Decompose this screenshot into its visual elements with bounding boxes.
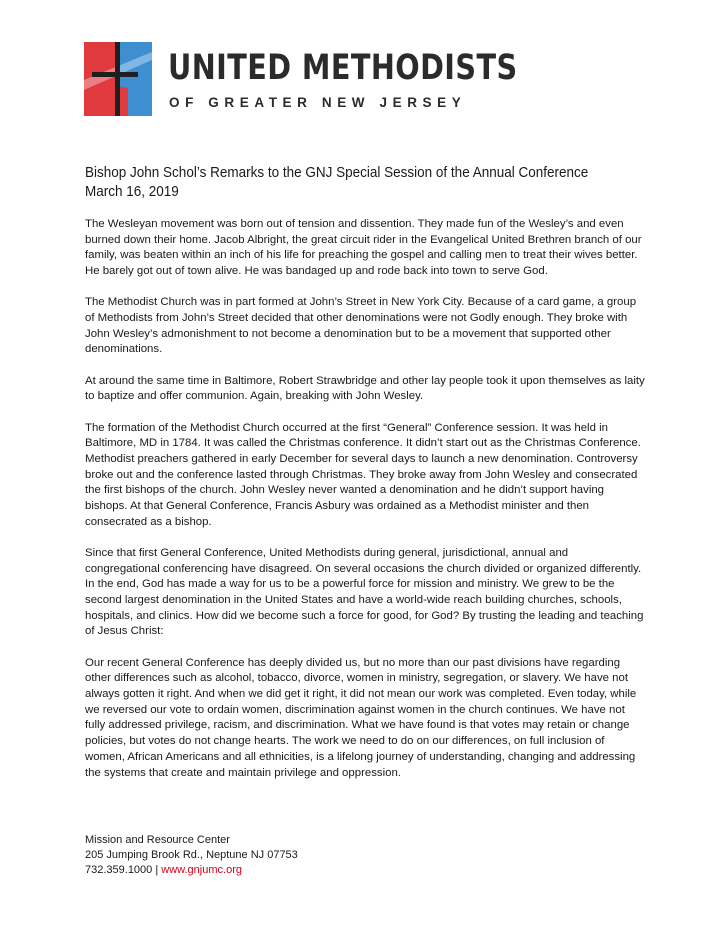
footer-contact [85, 863, 485, 878]
logo-cross-vertical [115, 42, 120, 116]
website-link[interactable]: www.gnjumc.org [161, 864, 242, 876]
footer-phone: 732.359.1000 [85, 864, 153, 876]
paragraph: Since that first General Conference, United Methodists during general, jurisdictional, annual and congregational conferencing have disagreed. On several occasions the church divided or organized differently. In the end, God has made a way for us to be a powerful force for mission and ministry. We grew to be the second largest denomination in the United States and have a world-wide reach building churches, schools, hospitals, and clinics. How did we become such a force for good, for God? By trusting the leading and teaching of Jesus Christ: [85, 546, 644, 638]
footer-separator: | [155, 864, 159, 876]
paragraph: Our recent General Conference has deeply divided us, but no more than our past divisions have regarding other differences such as alcohol, tobacco, divorce, women in ministry, segregation, or slavery. We have not always gotten it right. And when we did get it right, it did not mean our work was completed. Even today, while we reversed our vote to ordain women, discrimination against women in the church continues. We have not fully addressed privilege, racism, and discrimination. What we have found is that votes may retain or change policies, but votes do not change hearts. The work we need to do on our differences, on full inclusion of women, African Americans and all ethnicities, is a lifelong journey of understanding, changing and addressing the systems that create and maintain privilege and oppression. [85, 656, 637, 779]
document-date: March 16, 2019 [85, 183, 179, 200]
logo-cross-horizontal [92, 72, 138, 77]
document-body [85, 217, 645, 797]
paragraph: At around the same time in Baltimore, Robert Strawbridge and other lay people took it upon themselves as laity to baptize and offer communion. Again, breaking with John Wesley. [85, 374, 645, 403]
page-footer [85, 833, 485, 878]
footer-office: Mission and Resource Center [85, 834, 230, 846]
document-heading [85, 163, 645, 201]
organization-logo [84, 42, 518, 118]
paragraph: The Methodist Church was in part formed at John’s Street in New York City. Because of a card game, a group of Methodists from John’s Street decided that other denominations were not Godly enough. They broke with John Wesley’s admonishment to not become a denomination but to be a movement that supported other denominations. [85, 296, 637, 356]
logo-title: UNITED METHODISTS [168, 48, 518, 88]
paragraph: The formation of the Methodist Church occurred at the first “General” Conference session. It was held in Baltimore, MD in 1784. It was called the Christmas conference. It didn’t start out as the Christmas Conference. Methodist preachers gathered in early December for several days to launch a new denomination. Controversy broke out and the conference lasted through Christmas. They broke away from John Wesley and consecrated the first bishops of the church. John Wesley never wanted a denomination and he didn’t support having bishops. At that General Conference, Francis Asbury was ordained as a Methodist minister and then consecrated as a bishop. [85, 421, 641, 528]
cross-flame-icon [84, 42, 152, 116]
footer-address: 205 Jumping Brook Rd., Neptune NJ 07753 [85, 849, 298, 861]
logo-subtitle: OF GREATER NEW JERSEY [169, 95, 467, 110]
paragraph: The Wesleyan movement was born out of tension and dissention. They made fun of the Wesley’s and even burned down their home. Jacob Albright, the great circuit rider in the Evangelical United Brethren branch of our family, was beaten within an inch of his life for preaching the gospel and calling men to treat their wives better. He barely got out of town alive. He was bandaged up and rode back into town to serve God. [85, 218, 642, 278]
document-title: Bishop John Schol’s Remarks to the GNJ Special Session of the Annual Conference [85, 164, 589, 181]
